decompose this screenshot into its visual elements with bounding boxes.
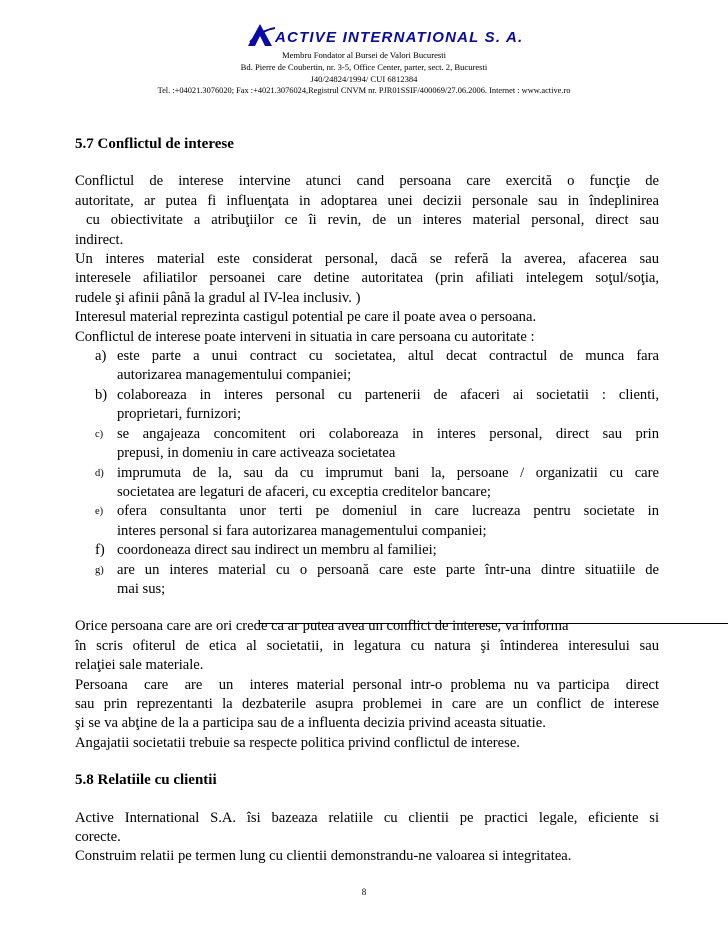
text-line: indirect.: [75, 231, 124, 248]
text-line: corecte.: [75, 829, 121, 845]
text-line: prepusi, in domeniu in care activeaza societatea: [117, 445, 396, 462]
paragraph-policy: Angajatii societatii trebuie sa respecte politica privind conflictul de interese.: [75, 734, 520, 751]
text-line: se angajeaza concomitent ori colaboreaza in interes personal, direct sau prin: [117, 425, 659, 442]
paragraph-inform-ethics: [75, 617, 659, 675]
header-line-1: Membru Fondator al Bursei de Valori Bucuresti: [281, 50, 447, 60]
text-line: coordoneaza direct sau indirect un membru al familiei;: [117, 542, 437, 559]
text-line: proprietari, furnizori;: [117, 406, 241, 423]
section-heading-5-8: 5.8 Relatiile cu clientii: [75, 772, 217, 789]
text-line: în scris ofiterul de etica al societatii, in legatura cu natura şi întinderea interesului sau: [75, 637, 659, 654]
list-marker: a): [95, 348, 107, 365]
paragraph-client-practices: [75, 809, 659, 848]
text-line: şi se va abţine de la a participa sau de a influenta decizia privind aceasta situatie.: [75, 715, 546, 732]
list-item: [75, 347, 659, 386]
company-logo-icon: [246, 22, 276, 48]
paragraph-material-interest: [75, 250, 659, 308]
text-line: Conflictul de interese intervine atunci cand persoana care exercită o funcţie de: [75, 173, 659, 190]
list-marker: c): [95, 428, 104, 440]
list-item: [75, 541, 659, 560]
text-line: ofera consultanta unor terti pe domeniul in care lucreaza pentru societate in: [117, 503, 659, 520]
paragraph-list-intro: Conflictul de interese poate interveni in situatia in care persoana cu autoritate :: [75, 328, 535, 345]
document-body: [75, 135, 659, 867]
paragraph-long-term: Construim relatii pe termen lung cu clientii demonstrandu-ne valoarea si integritatea.: [75, 848, 572, 865]
text-line: Orice persoana care are ori crede ca ar putea avea un conflict de interese, va informa: [75, 618, 569, 635]
text-line: colaboreaza in interes personal cu partenerii de afaceri ai societatii : clienti,: [117, 386, 659, 403]
header-address: Bd. Pierre de Coubertin, nr. 3-5, Office Center, parter, sect. 2, Bucuresti: [240, 62, 488, 72]
page-number: 8: [361, 887, 367, 897]
list-marker: d): [95, 467, 104, 479]
header-registration: J40/24824/1994/ CUI 6812384: [310, 74, 418, 84]
text-line: este parte a unui contract cu societatea, altul decat contractul de munca fara: [117, 348, 659, 365]
company-name: ACTIVE INTERNATIONAL S. A.: [275, 29, 524, 46]
text-line: are un interes material cu o persoană care este parte într-una dintre situatiile de: [117, 561, 659, 578]
text-line: societatea are legaturi de afaceri, cu exceptia creditelor bancare;: [117, 483, 491, 500]
separator-line: [258, 623, 728, 624]
list-item: [75, 502, 659, 541]
list-item: [75, 425, 659, 464]
list-item: [75, 464, 659, 503]
text-line: interes personal si fara autorizarea managementului companiei;: [117, 522, 487, 539]
list-marker: g): [95, 564, 104, 576]
list-item: [75, 386, 659, 425]
header-contact: Tel. :+04021.3076020; Fax :+4021.3076024,Registrul CNVM nr. PJR01SSIF/400069/27.06.2006. Internet : www.active.ro: [157, 86, 571, 95]
text-line: mai sus;: [117, 580, 166, 597]
text-line: imprumuta de la, sau da cu imprumut bani la, persoane / organizatii cu care: [117, 464, 659, 481]
text-line: Persoana care are un interes material personal intr-o problema nu va participa direct: [75, 676, 659, 693]
list-marker: e): [95, 506, 104, 518]
list-marker: b): [95, 386, 108, 403]
text-line: interesele afiliatilor persoanei care detine autoritatea (prin afiliati intelegem soţul/soţia,: [75, 270, 659, 287]
paragraph-definition: [75, 172, 659, 250]
list-item: [75, 561, 659, 600]
text-line: sau prin reprezentanti la dezbaterile asupra problemei in care are un conflict de interese: [75, 695, 659, 712]
paragraph-abstain: [75, 676, 659, 734]
text-line: Un interes material este considerat personal, dacă se referă la averea, afacerea sau: [75, 251, 659, 268]
text-line: autoritate, ar putea fi influenţata in adoptarea unei decizii personale sau in îndeplinirea: [75, 192, 659, 209]
text-line: rudele şi afinii până la gradul al IV-lea inclusiv. ): [75, 289, 361, 306]
paragraph-gain: Interesul material reprezinta castigul potential pe care il poate avea o persoana.: [75, 309, 537, 326]
conflict-situations-list: [75, 347, 659, 599]
text-line: autorizarea managementului companiei;: [117, 367, 352, 384]
text-line: relaţiei sale materiale.: [75, 657, 204, 674]
letterhead: [0, 20, 728, 120]
text-line: Active International S.A. îsi bazeaza relatiile cu clientii pe practici legale, eficiente si: [75, 809, 659, 826]
text-line: cu obiectivitate a atribuţiilor ce îi revin, de un interes material personal, direct sau: [75, 212, 659, 229]
list-marker: f): [95, 542, 105, 559]
section-heading-5-7: 5.7 Conflictul de interese: [75, 136, 234, 152]
